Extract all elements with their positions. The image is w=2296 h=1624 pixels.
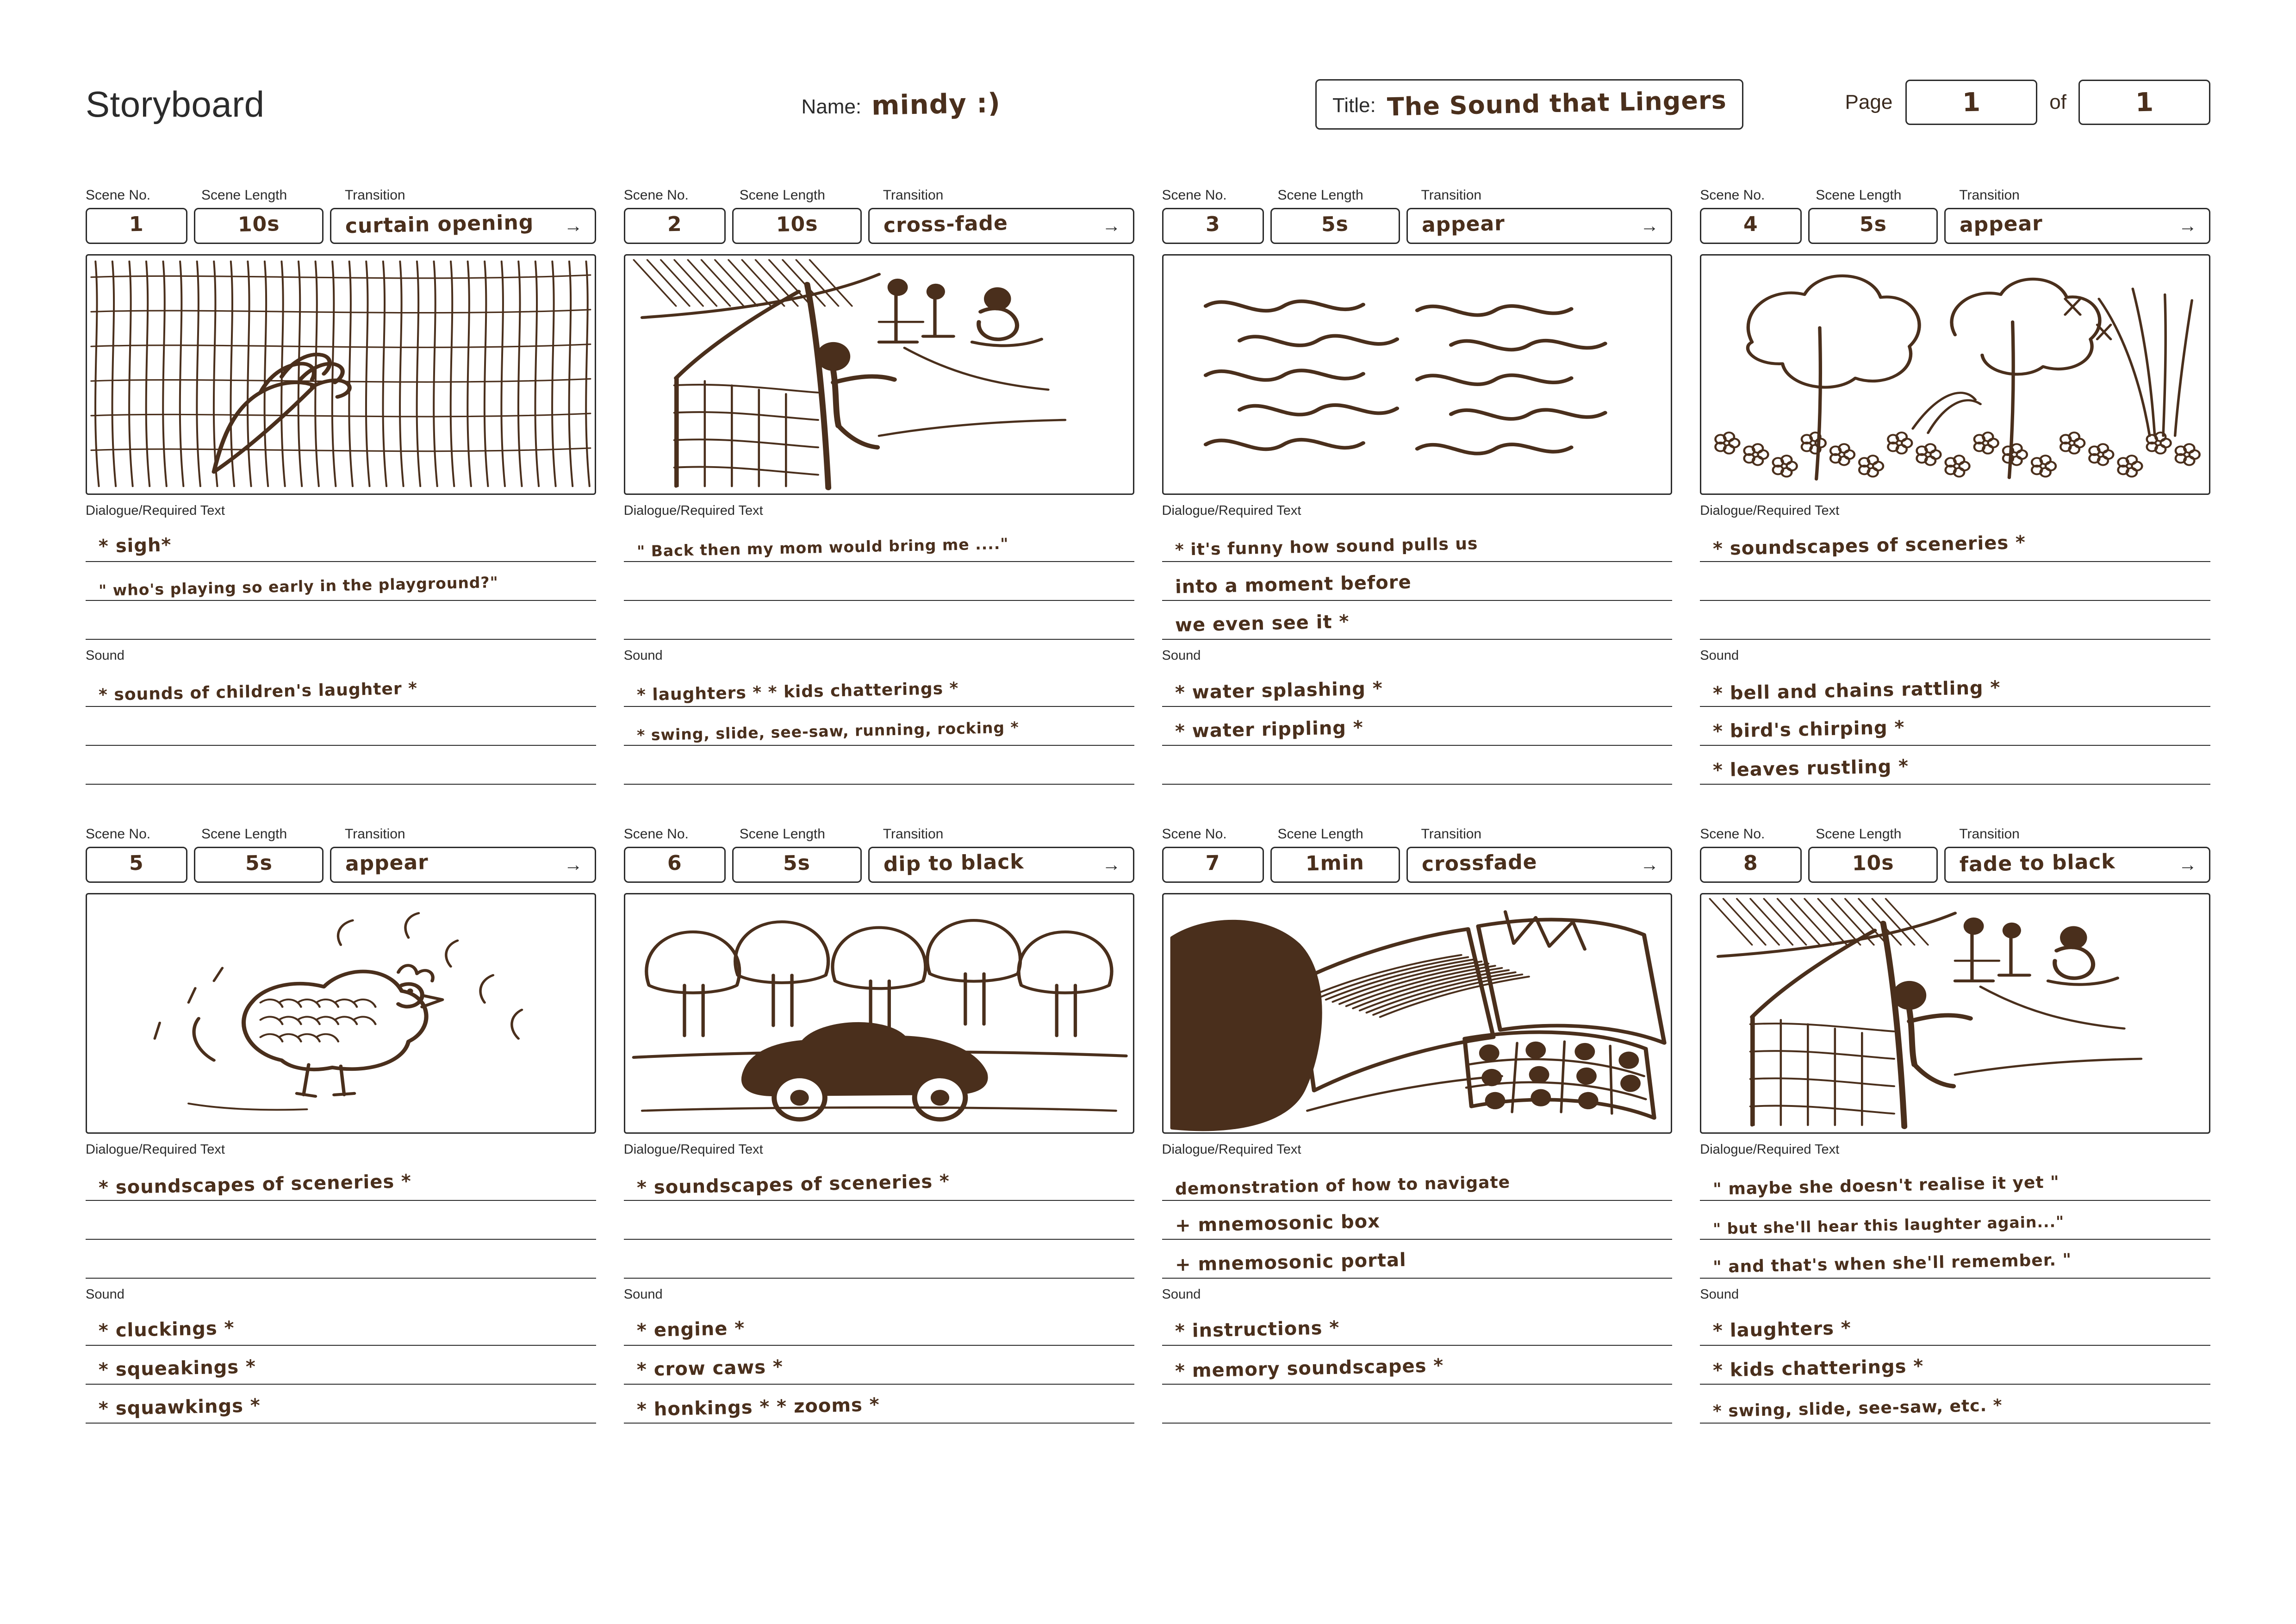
scene-length-label: Scene Length — [1277, 187, 1363, 203]
storyboard-cell — [1162, 826, 1673, 1424]
scene-length-value: 5s — [783, 851, 811, 875]
page-number-group — [1845, 80, 2210, 125]
sound-text: * instructions * — [1175, 1317, 1340, 1342]
sound-line[interactable] — [624, 1385, 1134, 1424]
meta-labels — [1162, 187, 1673, 203]
meta-labels — [86, 187, 596, 203]
arrow-right-icon: → — [1640, 215, 1659, 236]
meta-boxes — [624, 208, 1134, 244]
dialogue-line[interactable] — [624, 1201, 1134, 1240]
transition-label: Transition — [1959, 826, 2020, 842]
transition-label: Transition — [1421, 187, 1482, 203]
meta-boxes — [86, 208, 596, 244]
scene-no-value: 1 — [129, 212, 144, 237]
sound-line[interactable] — [1162, 668, 1673, 707]
scene-no-box[interactable] — [1162, 208, 1264, 244]
scene-no-value: 3 — [1205, 212, 1220, 237]
scene-length-value: 10s — [775, 212, 818, 237]
dialogue-line[interactable] — [1700, 601, 2210, 640]
transition-value: appear — [1959, 212, 2043, 237]
scene-length-box[interactable] — [732, 208, 862, 244]
scene-no-box[interactable] — [1700, 208, 1802, 244]
meta-labels — [1700, 187, 2210, 203]
sound-lines — [1700, 1307, 2210, 1424]
sound-line[interactable] — [1700, 668, 2210, 707]
dialogue-lines — [1700, 523, 2210, 640]
scene-no-box[interactable] — [624, 208, 726, 244]
dialogue-line[interactable] — [1162, 1162, 1673, 1201]
page-header — [86, 69, 2210, 139]
dialogue-lines — [624, 1162, 1134, 1279]
sound-line[interactable] — [624, 1346, 1134, 1385]
sound-line[interactable] — [1700, 1385, 2210, 1424]
scene-length-box[interactable] — [732, 847, 862, 883]
sound-text: * sounds of children's laughter * — [98, 679, 418, 705]
storyboard-cell — [624, 826, 1134, 1424]
dialogue-text: we even see it * — [1175, 611, 1350, 636]
title-value[interactable]: The Sound that Lingers — [1387, 85, 1727, 122]
total-pages-box[interactable] — [2078, 80, 2210, 125]
arrow-right-icon: → — [1102, 854, 1121, 875]
scene-no-value: 6 — [667, 851, 683, 875]
sound-line[interactable] — [86, 1385, 596, 1424]
sound-lines — [86, 668, 596, 785]
transition-box[interactable] — [330, 208, 596, 244]
transition-value: dip to black — [883, 849, 1024, 877]
sound-label: Sound — [1162, 1287, 1201, 1302]
transition-value: cross-fade — [883, 211, 1008, 237]
dialogue-text: " maybe she doesn't realise it yet " — [1712, 1173, 2060, 1199]
storyboard-cell — [624, 187, 1134, 785]
meta-labels — [1162, 826, 1673, 842]
scene-no-label: Scene No. — [86, 826, 151, 842]
title-field-group[interactable] — [1315, 79, 1743, 130]
dialogue-line[interactable] — [86, 601, 596, 640]
dialogue-line[interactable] — [624, 562, 1134, 601]
dialogue-lines — [1162, 523, 1673, 640]
scene-length-value: 1min — [1305, 850, 1365, 876]
dialogue-label: Dialogue/Required Text — [623, 1142, 763, 1157]
page-label: Page — [1845, 91, 1893, 113]
sound-line[interactable] — [86, 1307, 596, 1346]
dialogue-text: + mnemosonic portal — [1175, 1249, 1406, 1276]
scene-no-value: 2 — [667, 212, 683, 237]
dialogue-line[interactable] — [624, 1162, 1134, 1201]
transition-label: Transition — [345, 826, 405, 842]
sound-label: Sound — [623, 1287, 663, 1302]
dialogue-line[interactable] — [1700, 1201, 2210, 1240]
sound-text: * laughters * * kids chatterings * — [636, 679, 959, 705]
dialogue-line[interactable] — [1700, 1240, 2210, 1279]
sound-line[interactable] — [86, 746, 596, 785]
sound-line[interactable] — [1700, 746, 2210, 785]
sound-line[interactable] — [624, 707, 1134, 746]
transition-box[interactable] — [1944, 847, 2210, 883]
dialogue-line[interactable] — [624, 523, 1134, 562]
scene-no-box[interactable] — [624, 847, 726, 883]
transition-box[interactable] — [1944, 208, 2210, 244]
sound-line[interactable] — [1700, 707, 2210, 746]
transition-value: fade to black — [1959, 849, 2116, 877]
sound-text: * memory soundscapes * — [1175, 1355, 1444, 1382]
arrow-right-icon: → — [564, 854, 583, 875]
sound-lines — [1162, 668, 1673, 785]
storyboard-cell — [1700, 187, 2210, 785]
transition-value: appear — [1421, 212, 1505, 237]
scene-length-label: Scene Length — [201, 826, 287, 842]
sound-line[interactable] — [1700, 1346, 2210, 1385]
dialogue-line[interactable] — [1700, 523, 2210, 562]
of-label: of — [2049, 91, 2066, 113]
transition-label: Transition — [1421, 826, 1482, 842]
scene-no-value: 8 — [1743, 851, 1759, 875]
scene-no-box[interactable] — [86, 847, 187, 883]
transition-box[interactable] — [330, 847, 596, 883]
meta-labels — [86, 826, 596, 842]
sound-text: * bird's chirping * — [1712, 717, 1905, 743]
scene-length-label: Scene Length — [1277, 826, 1363, 842]
page-number-box[interactable] — [1905, 80, 2037, 125]
dialogue-line[interactable] — [1162, 1240, 1673, 1279]
dialogue-text: * sigh* — [98, 534, 172, 557]
dialogue-label: Dialogue/Required Text — [623, 503, 763, 518]
dialogue-line[interactable] — [1700, 1162, 2210, 1201]
scene-length-box[interactable] — [1808, 847, 1938, 883]
scene-length-box[interactable] — [194, 847, 324, 883]
total-pages-value: 1 — [2134, 87, 2154, 118]
sound-text: * water rippling * — [1175, 717, 1363, 743]
sound-line[interactable] — [1700, 1307, 2210, 1346]
scene-no-box[interactable] — [86, 208, 187, 244]
scene-length-value: 10s — [237, 212, 280, 237]
scene-length-label: Scene Length — [1816, 826, 1902, 842]
sound-text: * kids chatterings * — [1712, 1355, 1924, 1381]
dialogue-line[interactable] — [624, 1240, 1134, 1279]
dialogue-label: Dialogue/Required Text — [86, 503, 225, 518]
scene-frame[interactable] — [86, 893, 596, 1134]
sound-line[interactable] — [1162, 1385, 1673, 1424]
dialogue-text: " Back then my mom would bring me ...." — [636, 534, 1009, 561]
name-field-group — [802, 88, 1001, 120]
dialogue-line[interactable] — [86, 1240, 596, 1279]
transition-label: Transition — [1959, 187, 2020, 203]
name-label: Name: — [801, 95, 862, 118]
meta-boxes — [1162, 847, 1673, 883]
sound-line[interactable] — [86, 1346, 596, 1385]
transition-label: Transition — [883, 826, 944, 842]
meta-boxes — [624, 847, 1134, 883]
dialogue-line[interactable] — [1162, 601, 1673, 640]
sound-text: * engine * — [636, 1318, 745, 1342]
scene-no-label: Scene No. — [86, 187, 151, 203]
dialogue-text: * soundscapes of sceneries * — [636, 1170, 950, 1199]
meta-boxes — [1700, 847, 2210, 883]
dialogue-line[interactable] — [624, 601, 1134, 640]
storyboard-grid — [86, 187, 2210, 1424]
sound-text: * swing, slide, see-saw, etc. * — [1712, 1396, 2003, 1421]
sound-lines — [1162, 1307, 1673, 1424]
scene-no-label: Scene No. — [1162, 826, 1227, 842]
dialogue-lines — [86, 1162, 596, 1279]
storyboard-cell — [1700, 826, 2210, 1424]
storyboard-cell — [86, 826, 596, 1424]
transition-box[interactable] — [868, 847, 1134, 883]
scene-frame[interactable] — [624, 254, 1134, 495]
sound-line[interactable] — [1162, 746, 1673, 785]
sound-text: * water splashing * — [1175, 678, 1383, 704]
arrow-right-icon: → — [2178, 854, 2197, 875]
sound-label: Sound — [86, 648, 124, 663]
dialogue-text: + mnemosonic box — [1175, 1211, 1380, 1237]
scene-no-box[interactable] — [1700, 847, 1802, 883]
sound-line[interactable] — [1162, 1346, 1673, 1385]
sound-text: * squawkings * — [98, 1395, 261, 1420]
meta-labels — [624, 826, 1134, 842]
dialogue-text: * it's funny how sound pulls us — [1175, 534, 1478, 560]
scene-length-box[interactable] — [1270, 847, 1400, 883]
sound-line[interactable] — [1162, 707, 1673, 746]
arrow-right-icon: → — [1640, 854, 1659, 875]
scene-frame[interactable] — [1162, 254, 1673, 495]
sound-text: * cluckings * — [98, 1317, 235, 1342]
dialogue-lines — [1162, 1162, 1673, 1279]
dialogue-label: Dialogue/Required Text — [86, 1142, 225, 1157]
storyboard-cell — [86, 187, 596, 785]
sound-label: Sound — [1162, 648, 1201, 663]
dialogue-text: * soundscapes of sceneries * — [98, 1170, 412, 1199]
scene-no-label: Scene No. — [1700, 826, 1765, 842]
sound-lines — [624, 668, 1134, 785]
scene-no-value: 4 — [1743, 212, 1759, 237]
scene-length-value: 5s — [1859, 212, 1887, 237]
dialogue-line[interactable] — [1162, 1201, 1673, 1240]
scene-length-value: 10s — [1852, 851, 1894, 875]
scene-no-label: Scene No. — [623, 826, 689, 842]
scene-no-box[interactable] — [1162, 847, 1264, 883]
sound-line[interactable] — [86, 668, 596, 707]
dialogue-line[interactable] — [86, 523, 596, 562]
sound-text: * leaves rustling * — [1712, 756, 1909, 781]
sound-label: Sound — [1700, 1287, 1739, 1302]
page-title: Storyboard — [86, 83, 265, 125]
sound-text: * crow caws * — [636, 1356, 784, 1381]
dialogue-text: * soundscapes of sceneries * — [1712, 531, 2026, 560]
transition-value: crossfade — [1421, 850, 1537, 876]
dialogue-text: demonstration of how to navigate — [1175, 1173, 1511, 1199]
transition-value: appear — [345, 850, 429, 876]
meta-labels — [624, 187, 1134, 203]
transition-box[interactable] — [1406, 847, 1673, 883]
sound-lines — [624, 1307, 1134, 1424]
dialogue-line[interactable] — [86, 562, 596, 601]
sound-line[interactable] — [624, 1307, 1134, 1346]
scene-length-box[interactable] — [1808, 208, 1938, 244]
dialogue-text: " and that's when she'll remember. " — [1712, 1250, 2072, 1277]
page-number-value: 1 — [1962, 87, 1981, 118]
scene-length-value: 5s — [1321, 212, 1349, 237]
dialogue-label: Dialogue/Required Text — [1162, 503, 1301, 518]
sound-text: * squeakings * — [98, 1356, 256, 1381]
dialogue-lines — [624, 523, 1134, 640]
dialogue-label: Dialogue/Required Text — [1700, 1142, 1840, 1157]
sound-label: Sound — [86, 1287, 124, 1302]
sound-label: Sound — [1700, 648, 1739, 663]
dialogue-lines — [1700, 1162, 2210, 1279]
scene-length-label: Scene Length — [1816, 187, 1902, 203]
scene-frame[interactable] — [624, 893, 1134, 1134]
storyboard-cell — [1162, 187, 1673, 785]
scene-length-label: Scene Length — [739, 187, 825, 203]
scene-frame[interactable] — [1700, 254, 2210, 495]
dialogue-line[interactable] — [1162, 562, 1673, 601]
arrow-right-icon: → — [564, 215, 583, 236]
sound-text: * laughters * — [1712, 1317, 1852, 1342]
meta-boxes — [1700, 208, 2210, 244]
transition-label: Transition — [883, 187, 944, 203]
scene-length-box[interactable] — [1270, 208, 1400, 244]
dialogue-line[interactable] — [1162, 523, 1673, 562]
arrow-right-icon: → — [2178, 215, 2197, 236]
meta-labels — [1700, 826, 2210, 842]
sound-line[interactable] — [86, 707, 596, 746]
arrow-right-icon: → — [1102, 215, 1121, 236]
dialogue-line[interactable] — [1700, 562, 2210, 601]
name-value[interactable]: mindy :) — [871, 87, 1001, 121]
dialogue-label: Dialogue/Required Text — [1162, 1142, 1301, 1157]
scene-length-value: 5s — [244, 851, 273, 875]
dialogue-text: " but she'll hear this laughter again..." — [1712, 1212, 2065, 1238]
scene-no-value: 5 — [129, 851, 144, 875]
sound-line[interactable] — [624, 668, 1134, 707]
scene-length-label: Scene Length — [201, 187, 287, 203]
scene-frame[interactable] — [1700, 893, 2210, 1134]
transition-value: curtain opening — [345, 210, 534, 238]
scene-no-value: 7 — [1205, 851, 1220, 875]
dialogue-text: into a moment before — [1175, 571, 1412, 598]
sound-line[interactable] — [624, 746, 1134, 785]
transition-box[interactable] — [1406, 208, 1673, 244]
sound-text: * swing, slide, see-saw, running, rocking * — [636, 718, 1019, 744]
scene-length-label: Scene Length — [739, 826, 825, 842]
title-label: Title: — [1332, 94, 1376, 117]
scene-frame[interactable] — [86, 254, 596, 495]
transition-box[interactable] — [868, 208, 1134, 244]
dialogue-label: Dialogue/Required Text — [1700, 503, 1840, 518]
sound-text: * honkings * * zooms * — [636, 1394, 880, 1421]
scene-frame[interactable] — [1162, 893, 1673, 1134]
sound-lines — [1700, 668, 2210, 785]
meta-boxes — [86, 847, 596, 883]
meta-boxes — [1162, 208, 1673, 244]
scene-no-label: Scene No. — [1162, 187, 1227, 203]
scene-no-label: Scene No. — [623, 187, 689, 203]
sound-text: * bell and chains rattling * — [1712, 677, 2001, 705]
sound-line[interactable] — [1162, 1307, 1673, 1346]
dialogue-line[interactable] — [86, 1162, 596, 1201]
scene-no-label: Scene No. — [1700, 187, 1765, 203]
sound-label: Sound — [623, 648, 663, 663]
sound-lines — [86, 1307, 596, 1424]
dialogue-text: " who's playing so early in the playground?" — [98, 573, 499, 600]
dialogue-line[interactable] — [86, 1201, 596, 1240]
dialogue-lines — [86, 523, 596, 640]
transition-label: Transition — [345, 187, 405, 203]
scene-length-box[interactable] — [194, 208, 324, 244]
